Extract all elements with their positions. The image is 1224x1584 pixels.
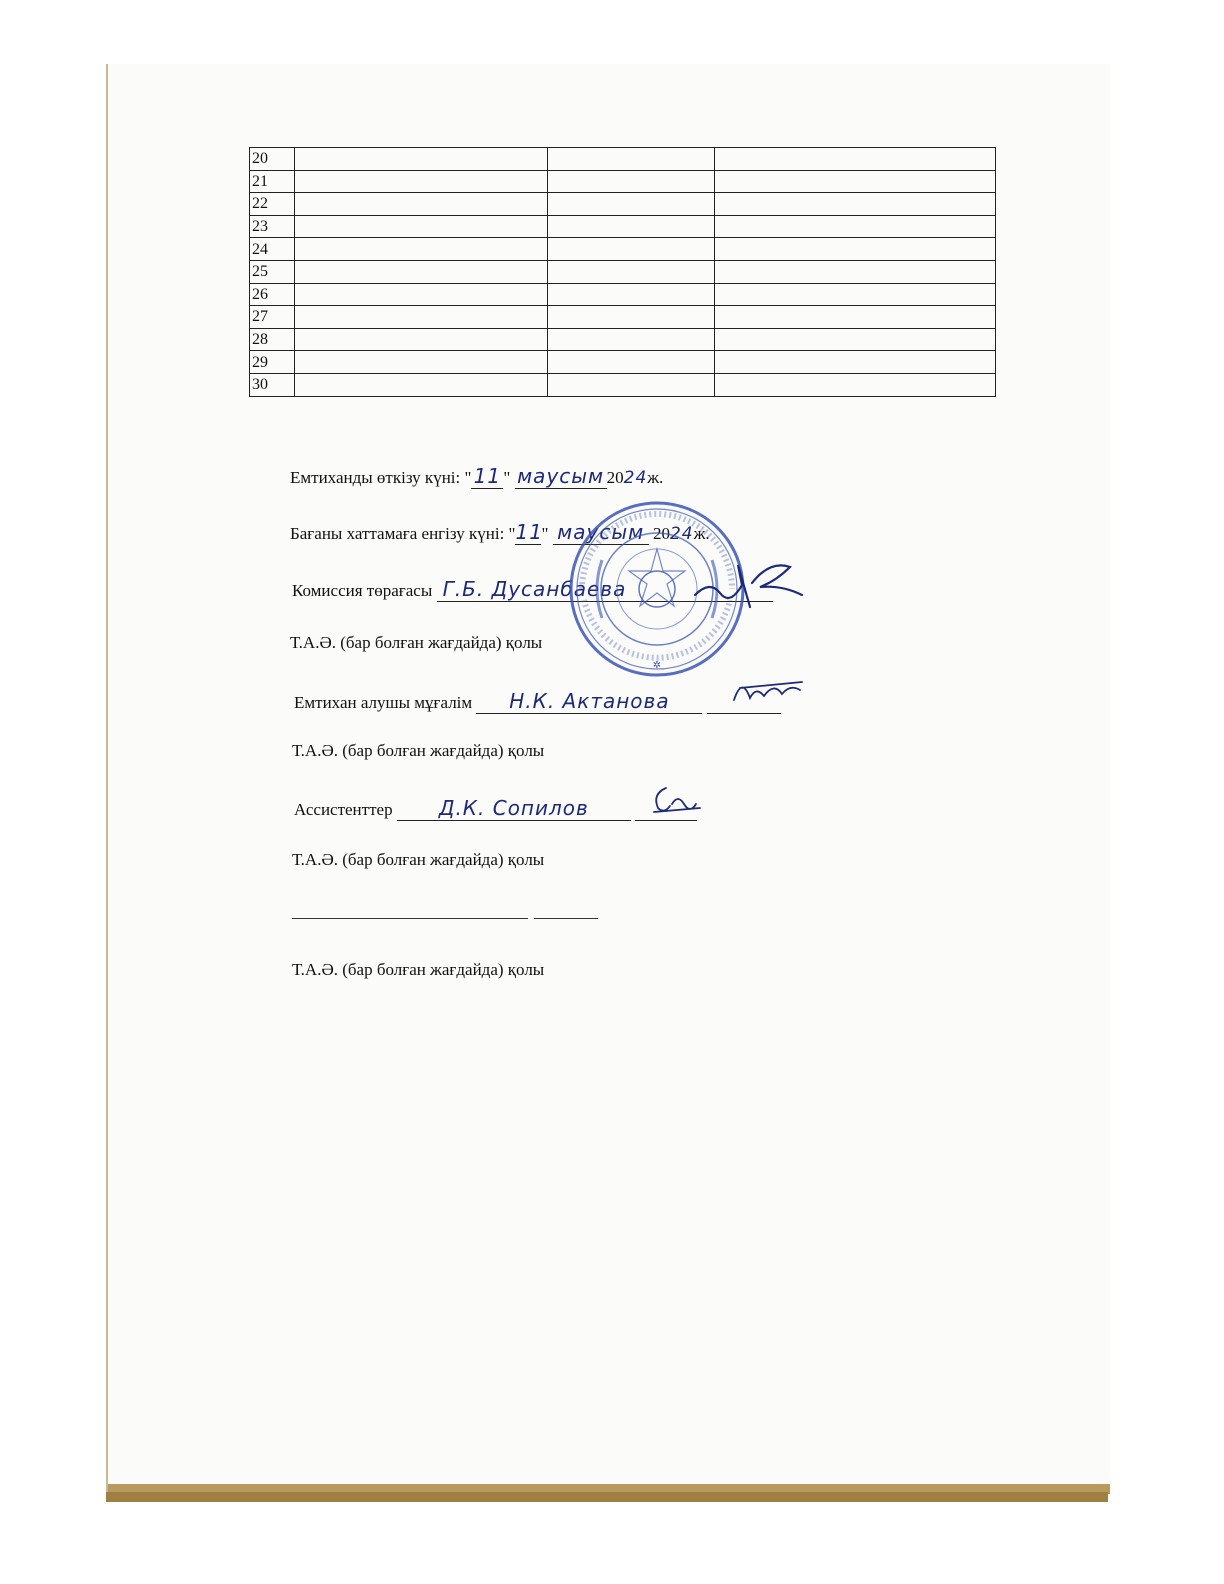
table-row: [250, 148, 996, 171]
grade-cell: [548, 328, 715, 351]
grades-table: [249, 147, 996, 397]
row-number: 24: [250, 238, 295, 261]
student-name-cell: [295, 283, 548, 306]
grade-cell: [548, 148, 715, 171]
extra-caption: Т.А.Ә. (бар болған жағдайда) қолы: [292, 960, 545, 979]
record-date-year-suffix: 24: [669, 524, 694, 544]
signature-cell: [715, 260, 996, 283]
exam-date-year-prefix: 20: [606, 468, 624, 487]
row-number: 25: [250, 260, 295, 283]
table-row: [250, 215, 996, 238]
exam-date-year-suffix: 24: [623, 468, 648, 488]
teacher-label: Емтихан алушы мұғалім: [294, 693, 473, 712]
table-row: [250, 170, 996, 193]
student-name-cell: [295, 193, 548, 216]
chairman-name: Г.Б. Дусанбаева: [437, 577, 633, 602]
grade-cell: [548, 170, 715, 193]
student-name-cell: [295, 306, 548, 329]
student-name-cell: [295, 238, 548, 261]
record-date-year-prefix: 20: [652, 524, 670, 543]
extra-name-line: [292, 918, 528, 919]
student-name-cell: [295, 351, 548, 374]
exam-date-end: ж.: [647, 468, 664, 487]
row-number: 20: [250, 148, 295, 171]
teacher-signature: [730, 668, 810, 708]
grade-cell: [548, 260, 715, 283]
table-row: [250, 283, 996, 306]
signature-cell: [715, 306, 996, 329]
teacher-name: Н.К. Актанова: [476, 689, 702, 714]
row-number: 26: [250, 283, 295, 306]
record-date-end: ж.: [693, 524, 710, 543]
grade-cell: [548, 193, 715, 216]
record-date-label: Бағаны хаттамаға енгізу күні: ": [290, 524, 516, 543]
row-number: 27: [250, 306, 295, 329]
student-name-cell: [295, 373, 548, 396]
student-name-cell: [295, 328, 548, 351]
signature-cell: [715, 170, 996, 193]
extra-signature-line: [534, 918, 598, 919]
student-name-cell: [295, 148, 548, 171]
table-row: [250, 351, 996, 374]
grade-cell: [548, 215, 715, 238]
row-number: 21: [250, 170, 295, 193]
exam-date-line: [290, 464, 663, 489]
table-row: [250, 373, 996, 396]
table-row: [250, 306, 996, 329]
exam-date-day: 11: [471, 464, 503, 489]
record-date-quote: ": [541, 524, 549, 543]
row-number: 29: [250, 351, 295, 374]
grade-cell: [548, 306, 715, 329]
grade-cell: [548, 373, 715, 396]
record-date-month: маусым: [553, 520, 649, 545]
teacher-line: [294, 689, 781, 714]
table-row: [250, 238, 996, 261]
chairman-caption: Т.А.Ә. (бар болған жағдайда) қолы: [290, 633, 543, 652]
table-row: [250, 260, 996, 283]
student-name-cell: [295, 215, 548, 238]
student-name-cell: [295, 170, 548, 193]
grade-cell: [548, 351, 715, 374]
signature-cell: [715, 373, 996, 396]
grade-cell: [548, 283, 715, 306]
chairman-signature: [690, 555, 810, 615]
sheet-edge: [106, 1492, 1108, 1502]
chairman-label: Комиссия төрағасы: [292, 581, 433, 600]
assistants-signature: [648, 778, 708, 818]
signature-cell: [715, 215, 996, 238]
table-row: [250, 328, 996, 351]
grade-cell: [548, 238, 715, 261]
exam-date-quote: ": [503, 468, 511, 487]
assistants-name: Д.К. Сопилов: [397, 796, 631, 821]
row-number: 30: [250, 373, 295, 396]
exam-date-label: Емтиханды өткізу күні: ": [290, 468, 472, 487]
row-number: 22: [250, 193, 295, 216]
student-name-cell: [295, 260, 548, 283]
signature-cell: [715, 148, 996, 171]
table-row: [250, 193, 996, 216]
exam-date-month: маусым: [515, 464, 607, 489]
teacher-caption: Т.А.Ә. (бар болған жағдайда) қолы: [292, 741, 545, 760]
record-date-day: 11: [515, 520, 543, 544]
assistants-line: [294, 796, 697, 821]
assistants-label: Ассистенттер: [294, 800, 393, 819]
svg-text:✲: ✲: [652, 660, 662, 671]
signature-cell: [715, 351, 996, 374]
assistants-caption: Т.А.Ә. (бар болған жағдайда) қолы: [292, 850, 545, 869]
row-number: 28: [250, 328, 295, 351]
signature-cell: [715, 238, 996, 261]
row-number: 23: [250, 215, 295, 238]
signature-cell: [715, 328, 996, 351]
signature-cell: [715, 193, 996, 216]
signature-cell: [715, 283, 996, 306]
